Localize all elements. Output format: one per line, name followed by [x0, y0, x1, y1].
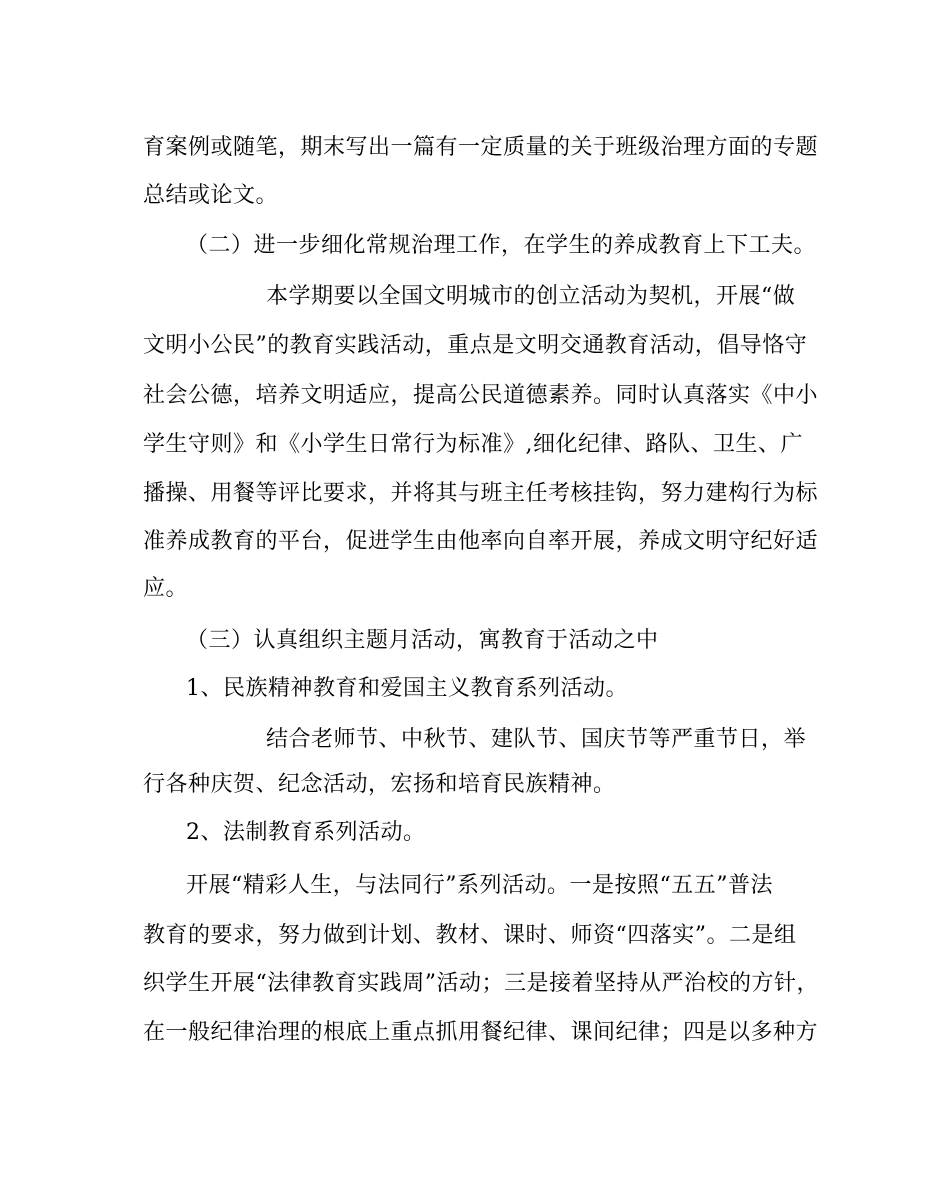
text-line: 育案例或随笔，期末写出一篇有一定质量的关于班级治理方面的专题 — [143, 135, 819, 160]
text-line: 文明小公民”的教育实践活动，重点是文明交通教育活动，倡导恪守 — [143, 333, 808, 358]
text-line: 社会公德，培养文明适应，提高公民道德素养。同时认真落实《中小 — [143, 383, 819, 408]
text-line: 学生守则》和《小学生日常行为标准》,细化纪律、路队、卫生、广 — [143, 432, 803, 457]
text-line: 应。 — [143, 576, 189, 601]
subsection-heading: 1、民族精神教育和爱国主义教育系列活动。 — [186, 676, 628, 701]
text-line: 总结或论文。 — [143, 183, 279, 208]
text-line: 教育的要求，努力做到计划、教材、课时、师资“四落实”。二是组 — [143, 923, 797, 948]
text-line: 准养成教育的平台，促进学生由他率向自率开展，养成文明守纪好适 — [143, 529, 819, 554]
subsection-heading: 2、法制教育系列活动。 — [186, 820, 426, 845]
text-line: 行各种庆贺、纪念活动，宏扬和培育民族精神。 — [143, 772, 616, 797]
text-line: 在一般纪律治理的根底上重点抓用餐纪律、课间纪律；四是以多种方 — [143, 1020, 819, 1045]
text-line: 播操、用餐等评比要求，并将其与班主任考核挂钩，努力建构行为标 — [143, 481, 819, 506]
text-line: 开展“精彩人生，与法同行”系列活动。一是按照“五五”普法 — [186, 873, 773, 898]
section-heading: （三）认真组织主题月活动，寓教育于活动之中 — [186, 628, 659, 653]
text-line: 结合老师节、中秋节、建队节、国庆节等严重节日，举 — [266, 727, 807, 752]
text-line: 本学期要以全国文明城市的创立活动为契机，开展“做 — [266, 284, 796, 309]
section-heading: （二）进一步细化常规治理工作，在学生的养成教育上下工夫。 — [186, 233, 817, 258]
text-line: 织学生开展“法律教育实践周”活动；三是接着坚持从严治校的方针， — [143, 971, 819, 996]
